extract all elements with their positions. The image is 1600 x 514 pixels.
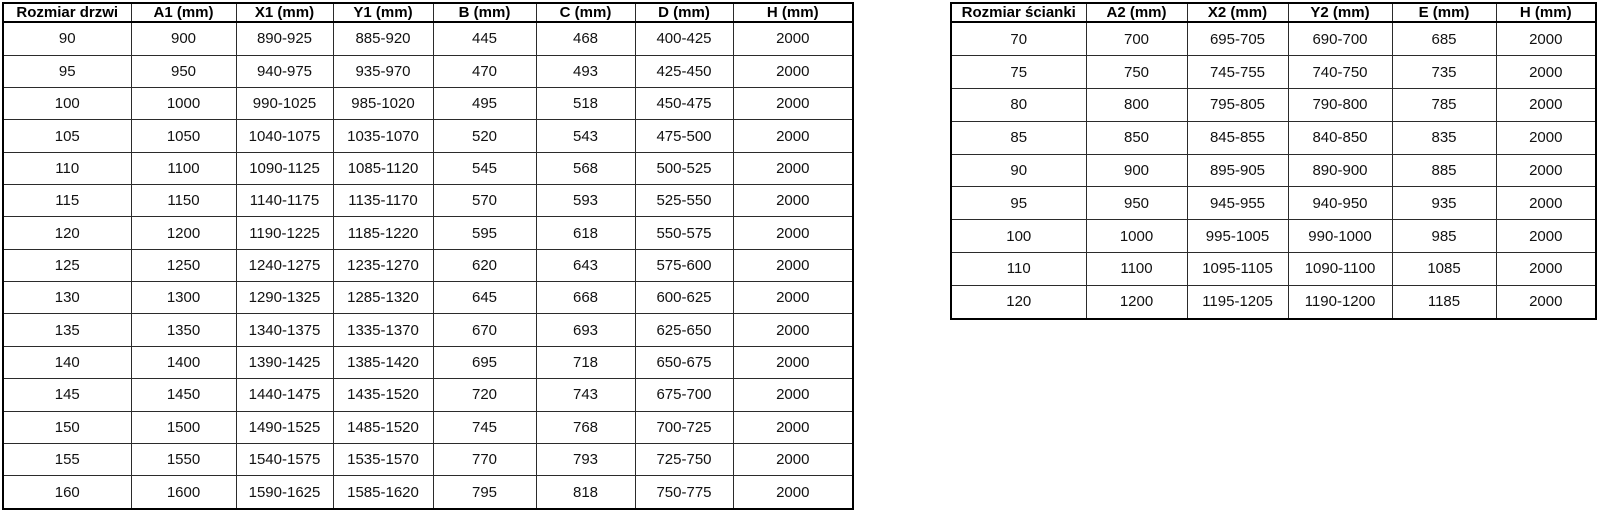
column-header: C (mm) [536, 3, 635, 22]
table-cell: 95 [3, 55, 131, 87]
table-cell: 145 [3, 379, 131, 411]
table-cell: 2000 [1496, 22, 1596, 56]
table-cell: 720 [433, 379, 536, 411]
column-header: X2 (mm) [1187, 3, 1288, 22]
table-cell: 890-900 [1288, 154, 1392, 187]
wall-panel-sizes-table [950, 2, 1597, 320]
table-cell: 1100 [1086, 252, 1187, 285]
table-cell: 2000 [733, 346, 853, 378]
table-cell: 110 [951, 252, 1086, 285]
table-cell: 1590-1625 [236, 476, 333, 509]
table-cell: 1090-1125 [236, 152, 333, 184]
table-row [951, 121, 1596, 154]
table-cell: 1290-1325 [236, 282, 333, 314]
table-cell: 1190-1225 [236, 217, 333, 249]
table-cell: 1585-1620 [333, 476, 433, 509]
table-cell: 2000 [1496, 89, 1596, 122]
table-cell: 595 [433, 217, 536, 249]
table-cell: 2000 [733, 120, 853, 152]
table-cell: 845-855 [1187, 121, 1288, 154]
table-cell: 735 [1392, 56, 1496, 89]
table-cell: 115 [3, 185, 131, 217]
table-cell: 445 [433, 22, 536, 55]
table-cell: 1450 [131, 379, 236, 411]
table-cell: 520 [433, 120, 536, 152]
table-cell: 1040-1075 [236, 120, 333, 152]
table-cell: 150 [3, 411, 131, 443]
table-cell: 900 [131, 22, 236, 55]
table-cell: 840-850 [1288, 121, 1392, 154]
table-cell: 885-920 [333, 22, 433, 55]
table-cell: 945-955 [1187, 187, 1288, 220]
table-cell: 400-425 [635, 22, 733, 55]
door-sizes-table [2, 2, 854, 510]
table-cell: 620 [433, 249, 536, 281]
column-header: Rozmiar ścianki [951, 3, 1086, 22]
table-cell: 1435-1520 [333, 379, 433, 411]
table-row [3, 314, 853, 346]
table-row [951, 252, 1596, 285]
table-cell: 1550 [131, 443, 236, 475]
table-cell: 990-1025 [236, 88, 333, 120]
table-cell: 2000 [1496, 154, 1596, 187]
column-header: Rozmiar drzwi [3, 3, 131, 22]
table-cell: 895-905 [1187, 154, 1288, 187]
table-cell: 1490-1525 [236, 411, 333, 443]
table-cell: 1400 [131, 346, 236, 378]
table-cell: 950 [1086, 187, 1187, 220]
table-cell: 570 [433, 185, 536, 217]
table-cell: 70 [951, 22, 1086, 56]
table-cell: 800 [1086, 89, 1187, 122]
table-cell: 2000 [733, 249, 853, 281]
table-cell: 1095-1105 [1187, 252, 1288, 285]
table-cell: 475-500 [635, 120, 733, 152]
table-cell: 885 [1392, 154, 1496, 187]
table-cell: 950 [131, 55, 236, 87]
table-cell: 2000 [733, 152, 853, 184]
table-cell: 1090-1100 [1288, 252, 1392, 285]
table-cell: 940-950 [1288, 187, 1392, 220]
table-cell: 105 [3, 120, 131, 152]
table-cell: 770 [433, 443, 536, 475]
table-cell: 1185-1220 [333, 217, 433, 249]
table-cell: 1000 [131, 88, 236, 120]
table-cell: 2000 [733, 282, 853, 314]
table-cell: 690-700 [1288, 22, 1392, 56]
table-cell: 785 [1392, 89, 1496, 122]
column-header: B (mm) [433, 3, 536, 22]
column-header: Y2 (mm) [1288, 3, 1392, 22]
table-cell: 818 [536, 476, 635, 509]
table-cell: 940-975 [236, 55, 333, 87]
table-row [3, 379, 853, 411]
table-cell: 695 [433, 346, 536, 378]
table-row [3, 443, 853, 475]
table-cell: 795 [433, 476, 536, 509]
table-cell: 1190-1200 [1288, 285, 1392, 319]
table-cell: 935 [1392, 187, 1496, 220]
table-cell: 700 [1086, 22, 1187, 56]
table-cell: 835 [1392, 121, 1496, 154]
table-cell: 2000 [733, 22, 853, 55]
table-cell: 470 [433, 55, 536, 87]
table-cell: 495 [433, 88, 536, 120]
table-cell: 1240-1275 [236, 249, 333, 281]
table-cell: 543 [536, 120, 635, 152]
table-cell: 995-1005 [1187, 220, 1288, 253]
table-cell: 1335-1370 [333, 314, 433, 346]
table-cell: 1200 [1086, 285, 1187, 319]
table-row [3, 411, 853, 443]
table-cell: 568 [536, 152, 635, 184]
table-row [951, 220, 1596, 253]
table-row [3, 346, 853, 378]
table-cell: 625-650 [635, 314, 733, 346]
table-cell: 695-705 [1187, 22, 1288, 56]
table-cell: 550-575 [635, 217, 733, 249]
table-cell: 643 [536, 249, 635, 281]
table-cell: 500-525 [635, 152, 733, 184]
table-cell: 1385-1420 [333, 346, 433, 378]
table-cell: 700-725 [635, 411, 733, 443]
table-cell: 130 [3, 282, 131, 314]
table-cell: 525-550 [635, 185, 733, 217]
table-cell: 140 [3, 346, 131, 378]
table-cell: 1050 [131, 120, 236, 152]
table-cell: 1085-1120 [333, 152, 433, 184]
table-cell: 2000 [1496, 220, 1596, 253]
table-cell: 1600 [131, 476, 236, 509]
table-cell: 1140-1175 [236, 185, 333, 217]
table-cell: 2000 [1496, 121, 1596, 154]
table-cell: 2000 [733, 185, 853, 217]
table-cell: 693 [536, 314, 635, 346]
table-cell: 85 [951, 121, 1086, 154]
table-cell: 1235-1270 [333, 249, 433, 281]
table-cell: 750-775 [635, 476, 733, 509]
table-row [3, 217, 853, 249]
table-cell: 90 [951, 154, 1086, 187]
table-cell: 2000 [733, 314, 853, 346]
door-table-header [3, 3, 853, 22]
table-cell: 2000 [733, 443, 853, 475]
table-cell: 618 [536, 217, 635, 249]
table-cell: 718 [536, 346, 635, 378]
table-cell: 670 [433, 314, 536, 346]
table-cell: 795-805 [1187, 89, 1288, 122]
table-cell: 990-1000 [1288, 220, 1392, 253]
column-header: X1 (mm) [236, 3, 333, 22]
table-row [3, 152, 853, 184]
column-header: D (mm) [635, 3, 733, 22]
table-cell: 120 [3, 217, 131, 249]
table-cell: 1340-1375 [236, 314, 333, 346]
table-cell: 1000 [1086, 220, 1187, 253]
table-cell: 425-450 [635, 55, 733, 87]
table-cell: 2000 [733, 476, 853, 509]
table-cell: 155 [3, 443, 131, 475]
table-cell: 675-700 [635, 379, 733, 411]
table-cell: 685 [1392, 22, 1496, 56]
table-cell: 1185 [1392, 285, 1496, 319]
door-table-body [3, 22, 853, 509]
table-cell: 850 [1086, 121, 1187, 154]
table-cell: 600-625 [635, 282, 733, 314]
column-header: E (mm) [1392, 3, 1496, 22]
column-header: H (mm) [1496, 3, 1596, 22]
table-cell: 2000 [733, 379, 853, 411]
table-cell: 2000 [1496, 56, 1596, 89]
table-cell: 518 [536, 88, 635, 120]
table-cell: 160 [3, 476, 131, 509]
table-cell: 935-970 [333, 55, 433, 87]
table-cell: 2000 [1496, 187, 1596, 220]
table-cell: 1300 [131, 282, 236, 314]
table-cell: 1195-1205 [1187, 285, 1288, 319]
table-cell: 750 [1086, 56, 1187, 89]
table-row [3, 22, 853, 55]
table-cell: 1350 [131, 314, 236, 346]
table-cell: 890-925 [236, 22, 333, 55]
column-header: H (mm) [733, 3, 853, 22]
table-cell: 545 [433, 152, 536, 184]
table-cell: 450-475 [635, 88, 733, 120]
header-row [3, 3, 853, 22]
table-cell: 1150 [131, 185, 236, 217]
table-cell: 100 [951, 220, 1086, 253]
table-row [951, 187, 1596, 220]
table-cell: 110 [3, 152, 131, 184]
header-row [951, 3, 1596, 22]
table-row [3, 120, 853, 152]
table-row [3, 88, 853, 120]
table-cell: 120 [951, 285, 1086, 319]
table-row [3, 249, 853, 281]
table-cell: 468 [536, 22, 635, 55]
column-header: A1 (mm) [131, 3, 236, 22]
table-cell: 1535-1570 [333, 443, 433, 475]
table-row [951, 154, 1596, 187]
table-cell: 650-675 [635, 346, 733, 378]
table-cell: 125 [3, 249, 131, 281]
table-cell: 1285-1320 [333, 282, 433, 314]
table-cell: 95 [951, 187, 1086, 220]
table-row [3, 185, 853, 217]
table-row [3, 55, 853, 87]
table-cell: 668 [536, 282, 635, 314]
table-cell: 1540-1575 [236, 443, 333, 475]
table-cell: 593 [536, 185, 635, 217]
table-cell: 1200 [131, 217, 236, 249]
table-cell: 1250 [131, 249, 236, 281]
table-cell: 745 [433, 411, 536, 443]
column-header: Y1 (mm) [333, 3, 433, 22]
table-cell: 2000 [733, 217, 853, 249]
table-cell: 1135-1170 [333, 185, 433, 217]
table-cell: 75 [951, 56, 1086, 89]
table-row [951, 89, 1596, 122]
table-cell: 575-600 [635, 249, 733, 281]
table-cell: 2000 [1496, 285, 1596, 319]
table-row [951, 22, 1596, 56]
table-cell: 745-755 [1187, 56, 1288, 89]
table-cell: 790-800 [1288, 89, 1392, 122]
table-cell: 135 [3, 314, 131, 346]
table-cell: 725-750 [635, 443, 733, 475]
table-cell: 2000 [1496, 252, 1596, 285]
table-cell: 2000 [733, 55, 853, 87]
column-header: A2 (mm) [1086, 3, 1187, 22]
table-row [3, 476, 853, 509]
table-cell: 985-1020 [333, 88, 433, 120]
wall-table-header [951, 3, 1596, 22]
table-cell: 1100 [131, 152, 236, 184]
table-cell: 768 [536, 411, 635, 443]
table-cell: 900 [1086, 154, 1187, 187]
table-cell: 1440-1475 [236, 379, 333, 411]
table-cell: 80 [951, 89, 1086, 122]
table-row [3, 282, 853, 314]
table-cell: 2000 [733, 411, 853, 443]
table-cell: 1485-1520 [333, 411, 433, 443]
table-cell: 645 [433, 282, 536, 314]
table-cell: 1085 [1392, 252, 1496, 285]
table-cell: 740-750 [1288, 56, 1392, 89]
table-cell: 1390-1425 [236, 346, 333, 378]
table-cell: 1035-1070 [333, 120, 433, 152]
table-cell: 2000 [733, 88, 853, 120]
table-cell: 793 [536, 443, 635, 475]
table-cell: 90 [3, 22, 131, 55]
table-cell: 493 [536, 55, 635, 87]
table-cell: 743 [536, 379, 635, 411]
table-row [951, 56, 1596, 89]
table-cell: 985 [1392, 220, 1496, 253]
table-cell: 1500 [131, 411, 236, 443]
table-row [951, 285, 1596, 319]
wall-table-body [951, 22, 1596, 319]
table-cell: 100 [3, 88, 131, 120]
